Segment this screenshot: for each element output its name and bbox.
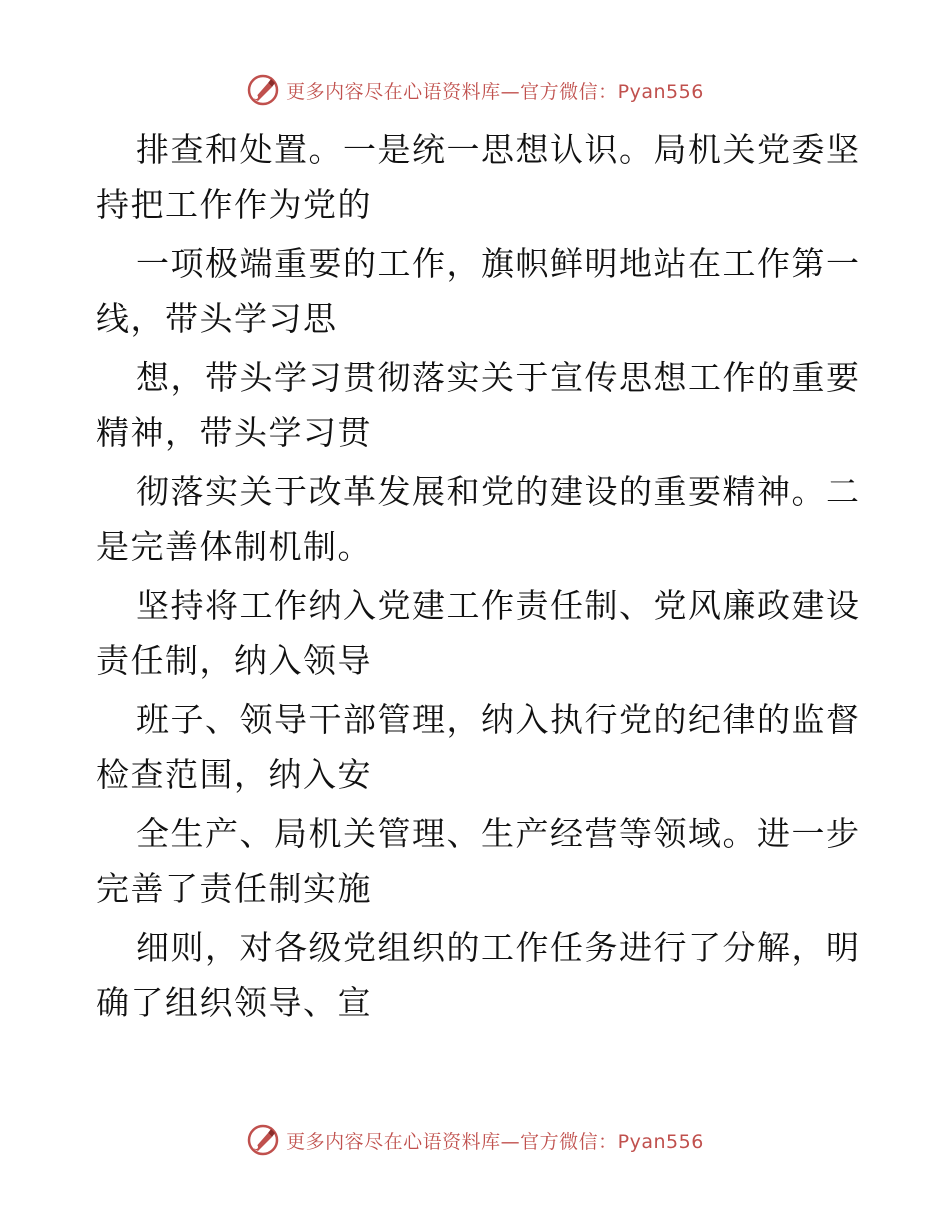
text-line: 确了组织领导、宣 xyxy=(96,983,372,1022)
header-watermark-banner xyxy=(0,70,950,110)
text-line: 班子、领导干部管理，纳入执行党的纪律的监督 xyxy=(136,700,861,739)
text-line: 细则，对各级党组织的工作任务进行了分解，明 xyxy=(136,928,861,967)
footer-watermark-banner xyxy=(0,1120,950,1160)
text-line: 精神，带头学习贯 xyxy=(96,413,372,452)
text-line: 坚持将工作纳入党建工作责任制、党风廉政建设 xyxy=(136,586,861,625)
text-line: 责任制，纳入领导 xyxy=(96,641,372,680)
text-line: 持把工作作为党的 xyxy=(96,185,372,224)
pen-logo-icon xyxy=(246,73,280,107)
text-line: 彻落实关于改革发展和党的建设的重要精神。二 xyxy=(136,472,861,511)
text-line: 排查和处置。一是统一思想认识。局机关党委坚 xyxy=(136,130,861,169)
document-body xyxy=(96,122,861,1030)
text-line: 是完善体制机制。 xyxy=(96,527,372,566)
text-line: 检查范围，纳入安 xyxy=(96,755,372,794)
text-line: 一项极端重要的工作，旗帜鲜明地站在工作第一 xyxy=(136,244,861,283)
footer-watermark-text: 更多内容尽在心语资料库—官方微信：Pyan556 xyxy=(286,1130,704,1153)
header-watermark-text: 更多内容尽在心语资料库—官方微信：Pyan556 xyxy=(286,80,704,103)
text-line: 完善了责任制实施 xyxy=(96,869,372,908)
pen-logo-icon xyxy=(246,1123,280,1157)
text-line: 全生产、局机关管理、生产经营等领域。进一步 xyxy=(136,814,861,853)
text-line: 线，带头学习思 xyxy=(96,299,338,338)
text-line: 想，带头学习贯彻落实关于宣传思想工作的重要 xyxy=(136,358,861,397)
